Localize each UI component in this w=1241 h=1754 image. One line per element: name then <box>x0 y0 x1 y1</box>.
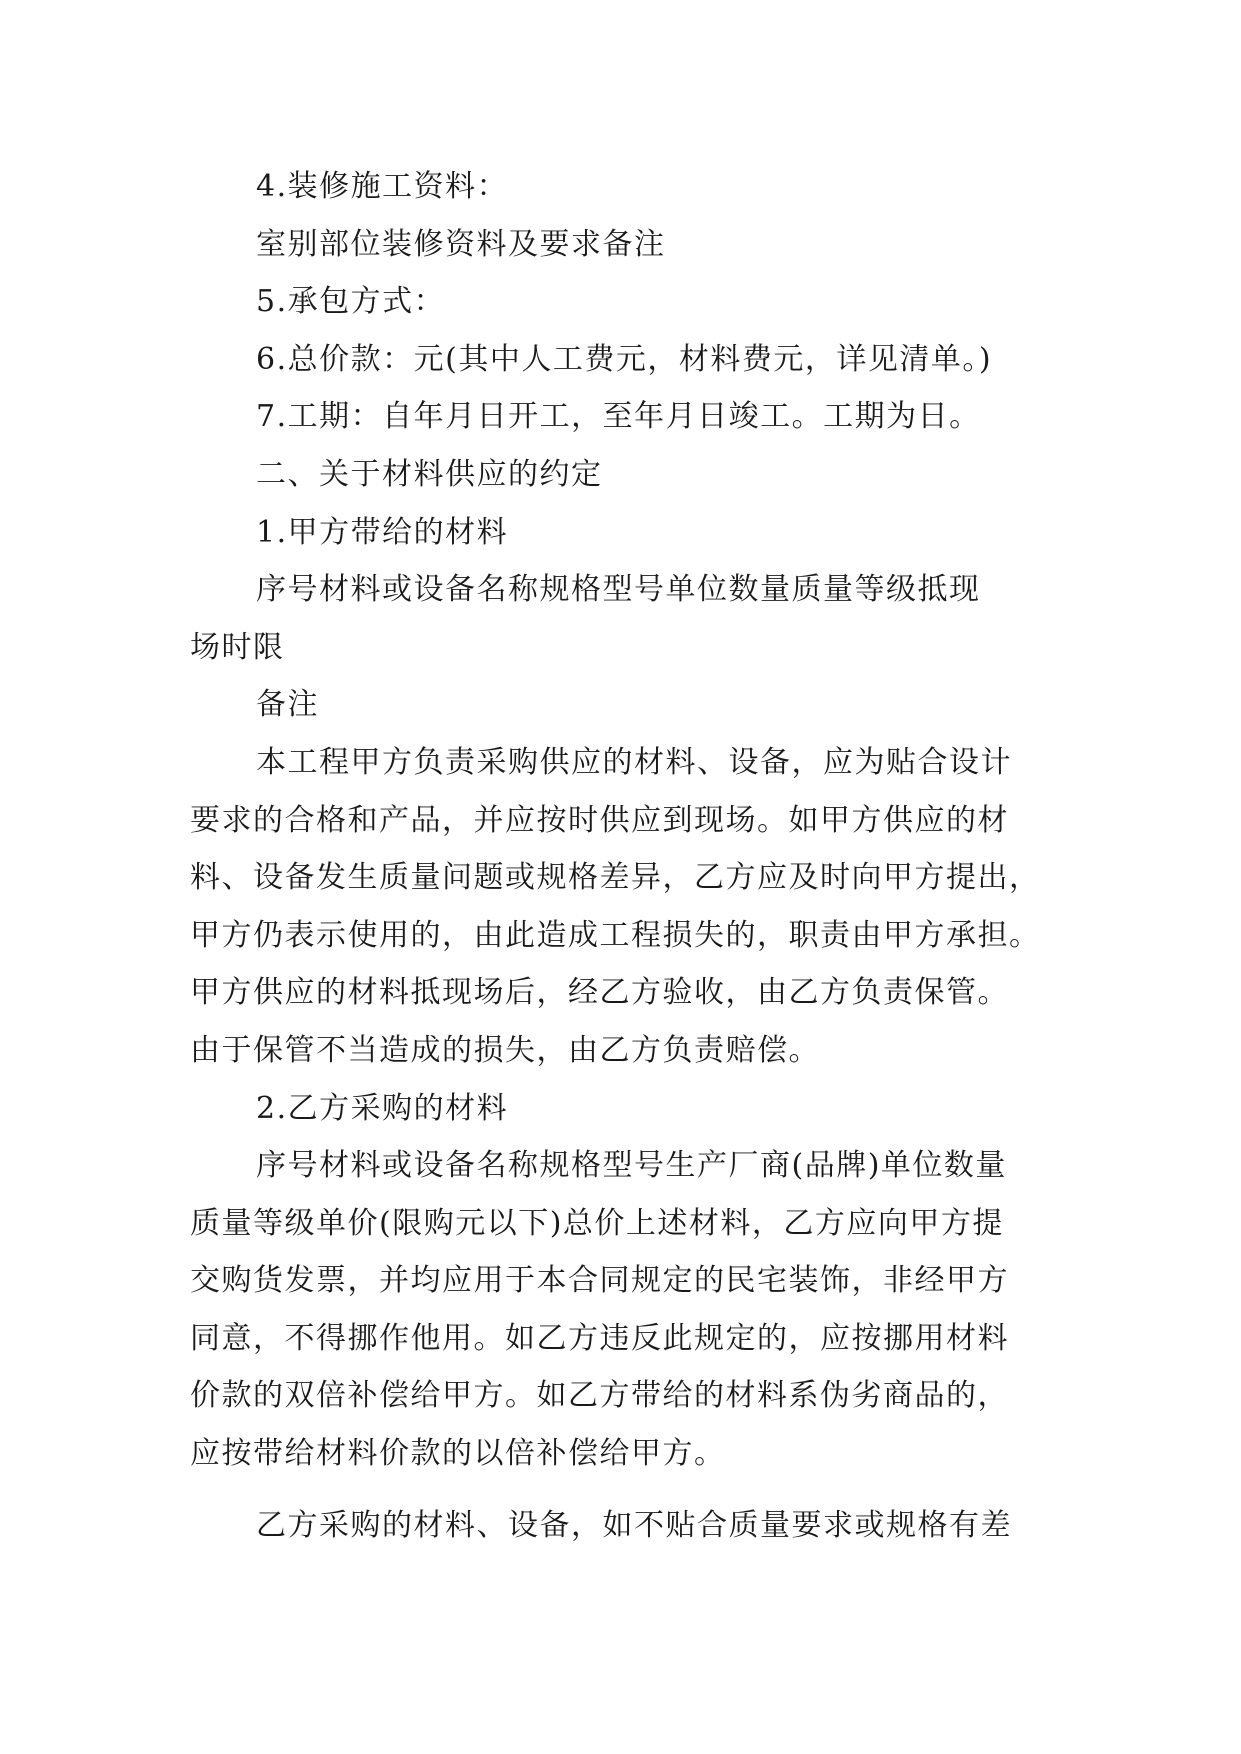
text-line: 室别部位装修资料及要求备注 <box>256 226 666 262</box>
text-line: 乙方采购的材料、设备，如不贴合质量要求或规格有差 <box>256 1507 1012 1543</box>
text-line: 由于保管不当造成的损失，由乙方负责赔偿。 <box>190 1032 820 1068</box>
text-line: 质量等级单价(限购元以下)总价上述材料，乙方应向甲方提 <box>190 1205 1004 1241</box>
text-line: 交购货发票，并均应用于本合同规定的民宅装饰，非经甲方 <box>190 1263 1009 1299</box>
text-line: 5.承包方式： <box>256 284 446 320</box>
text-line: 备注 <box>256 687 319 723</box>
document-body <box>190 158 1070 1554</box>
text-line: 料、设备发生质量问题或规格差异，乙方应及时向甲方提出， <box>190 860 1041 896</box>
subsection-heading: 2.乙方采购的材料 <box>256 1090 509 1126</box>
text-line: 场时限 <box>190 629 285 665</box>
text-line: 甲方供应的材料抵现场后，经乙方验收，由乙方负责保管。 <box>190 975 1009 1011</box>
subsection-heading: 1.甲方带给的材料 <box>256 514 509 550</box>
section-heading: 二、关于材料供应的约定 <box>256 456 603 492</box>
text-line: 价款的双倍补偿给甲方。如乙方带给的材料系伪劣商品的， <box>190 1378 1009 1414</box>
text-line: 序号材料或设备名称规格型号生产厂商(品牌)单位数量 <box>256 1148 1007 1184</box>
text-line: 序号材料或设备名称规格型号单位数量质量等级抵现 <box>256 572 981 608</box>
text-line: 应按带给材料价款的以倍补偿给甲方。 <box>190 1436 726 1472</box>
text-line: 甲方仍表示使用的，由此造成工程损失的，职责由甲方承担。 <box>190 917 1041 953</box>
text-line: 要求的合格和产品，并应按时供应到现场。如甲方供应的材 <box>190 802 1009 838</box>
text-line: 6.总价款：元(其中人工费元，材料费元，详见清单。) <box>256 341 993 377</box>
text-line: 同意，不得挪作他用。如乙方违反此规定的，应按挪用材料 <box>190 1320 1009 1356</box>
text-line: 4.装修施工资料： <box>256 169 509 204</box>
text-line: 本工程甲方负责采购供应的材料、设备，应为贴合设计 <box>256 744 1012 780</box>
text-line: 7.工期：自年月日开工，至年月日竣工。工期为日。 <box>256 399 981 435</box>
